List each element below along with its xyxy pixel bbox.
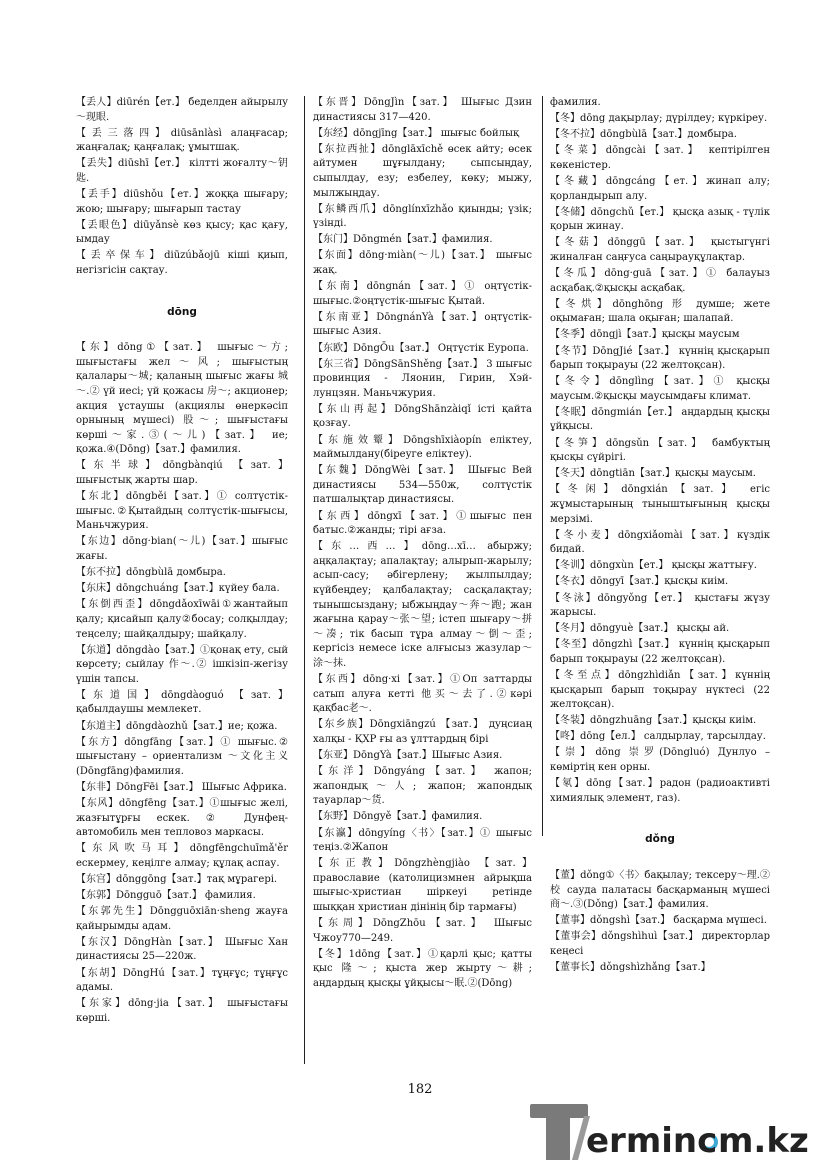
dictionary-entry: 【丢人】diūrén【ет.】 беделден айырылу～现眼. bbox=[76, 97, 288, 123]
dictionary-entry: 【东郭】Dōngguō【зат.】 фамилия. bbox=[76, 890, 256, 902]
dictionary-entry: 【东瀛】dōngyíng〈书〉【зат.】① шығыс теңіз.②Жапон bbox=[313, 827, 532, 854]
dictionary-entry: 【东周】DōngZhōu【зат.】 Шығыс Чжоу770—249. bbox=[313, 918, 532, 944]
dictionary-entry: 【氡】dōng【зат.】радон (радиоактивті химиялық элемент, газ). bbox=[550, 778, 770, 804]
dictionary-entry: 【东风吹马耳】dōngfēngchuīmǎ'ěr ескермеу, кеңілге алмау; құлақ аспау. bbox=[76, 843, 288, 869]
dictionary-entry: 【冬衣】dōngyī【зат.】қысқы киім. bbox=[550, 576, 729, 588]
dictionary-entry: 【冬闲】dōngxián【зат.】 егіс жұмыстарының тыныштығының қысқы мерзімі. bbox=[550, 484, 770, 525]
dictionary-entry: 【东半球】dōngbànqiú 【зат.】 шығыстық жарты шар. bbox=[76, 460, 288, 487]
dictionary-entry: 【东乡族】Dōngxiāngzú 【зат.】 дуңсиаң халқы - ҚХР ғы аз ұлттардың бірі bbox=[313, 719, 532, 745]
dictionary-entry: 【冬训】dōngxùn【ет.】 қысқы жаттығу. bbox=[550, 560, 757, 572]
dictionary-entry: 【东亚】DōngYà【зат.】Шығыс Азия. bbox=[313, 750, 503, 762]
dictionary-entry: 【冬】1dōng【зат.】①қарлі қыс; қатты қыс 隆～; қыста жер жырту～耕; аңдардың қысқы ұйқысы～眠.②(Dōng) bbox=[313, 948, 532, 989]
dictionary-entry: 【冬至点】dōngzhìdiǎn【зат.】күннің қысқарып барып тоқырау нүктесі (22 желтоқсан). bbox=[550, 669, 770, 711]
dictionary-entry: 【东鳞西爪】dōnglínxīzhǎo қиынды; үзік; үзінді. bbox=[313, 203, 532, 230]
section-heading: dōng bbox=[167, 305, 197, 318]
dictionary-entry: 【董事会】dǒngshìhuì【зат.】 директорлар кеңесі bbox=[550, 931, 770, 957]
dictionary-entry: 【东道】dōngdào【зат.】①қонақ ету, сый көрсету; сыйлау 作～.② ішкізіп-жегізу үшін тапсы. bbox=[76, 644, 288, 685]
dictionary-entry: 【东不拉】dōngbùlā домбыра. bbox=[76, 567, 226, 579]
column-1 bbox=[76, 96, 288, 1064]
dictionary-entry: 【东道国】dōngdàoguó 【зат.】 қабылдаушы мемлекет. bbox=[76, 689, 288, 716]
dictionary-entry: 【冬装】dōngzhuāng【зат.】қысқы киім. bbox=[550, 715, 757, 727]
dictionary-entry: 【冬小麦】dōngxiǎomài【зат.】күздік бидай. bbox=[550, 529, 770, 556]
section-heading: dǒng bbox=[645, 833, 675, 846]
dictionary-entry: 【东风】dōngfēng【зат.】①шығыс желі, жазғытұрғы ескек. ② Дунфең-автомобиль мен тепловоз маркасы. bbox=[76, 798, 288, 839]
dictionary-entry: 【冬至】dōngzhì【зат.】 күннің қысқарып барып тоқырауы (22 желтоқсан). bbox=[550, 639, 770, 665]
dictionary-entry: 【东欧】DōngŌu【зат.】 Оңтүстік Еуропа. bbox=[313, 342, 529, 354]
dictionary-entry: 【东面】dōng·miàn(～儿)【зат.】 шығыс жақ. bbox=[313, 250, 532, 277]
dictionary-entry: 【东晋】DōngJìn【зат.】 Шығыс Дзин династиясы 317—420. bbox=[313, 97, 532, 123]
dictionary-entry: 【丢卒保车】diūzúbǎojū кіші қиып, негізгісін сақтау. bbox=[76, 250, 288, 277]
dictionary-entry: 【东西】dōng·xi【зат.】①Оп заттарды сатып алуға кетті 他买～去了.②кәрі қақбас老～. bbox=[313, 674, 532, 715]
dictionary-entry: 【冬笋】dōngsǔn【зат.】 бамбуктың қысқы сүйрігі. bbox=[550, 437, 770, 464]
dictionary-entry: 【东门】Dōngmén【зат.】фамилия. bbox=[313, 234, 493, 246]
dictionary-entry: 【东施效颦】Dōngshīxiàopín еліктеу, маймылдану(біреуге еліктеу). bbox=[313, 434, 532, 461]
dictionary-entry: 【董事长】dǒngshìzhǎng【зат.】 bbox=[550, 961, 711, 973]
dictionary-entry: 【东经】dōngjīng【зат.】 шығыс бойлық bbox=[313, 127, 520, 139]
dictionary-entry: 【东倒西歪】dōngdǎoxīwāi①жантайып қалу; қисайып қалу②босау; солқылдау; теңселу; шайқалдыру; шайқалу. bbox=[76, 599, 288, 640]
dictionary-entry: 【东北】dōngběi【зат.】① солтүстік-шығыс.②Қытайдың солтүстік-шығысы, Маньчжурия. bbox=[76, 491, 288, 532]
dictionary-entry: 【冬菇】dōnggū【зат.】 қыстыгүнгі жиналған саңғуса саңырауқұлақтар. bbox=[550, 237, 770, 263]
dictionary-entry: 【冬菜】dōngcài【зат.】 кептірілген көкеністер. bbox=[550, 145, 770, 171]
termincom-logo bbox=[528, 1102, 818, 1164]
dictionary-entry: 【东道主】dōngdàozhǔ【зат.】ие; қожа. bbox=[76, 720, 278, 732]
dictionary-entry: 【东床】dōngchuáng【зат.】күйеу бала. bbox=[76, 583, 280, 595]
dictionary-entry: 【东胡】DōngHú【зат.】тұңғұс; тұңғұс адамы. bbox=[76, 967, 288, 994]
dictionary-entry: 【东家】dōng·jia【зат.】 шығыстағы көрші. bbox=[76, 998, 288, 1024]
dictionary-entry: 【冬令】dōnglìng【зат.】① қысқы маусым.②қысқы маусымдағы климат. bbox=[550, 376, 770, 402]
dictionary-entry: 【冬藏】dōngcáng【ет.】жинап алу; қорландырып алу. bbox=[550, 175, 770, 202]
dictionary-entry: 【冬泳】dōngyǒng【ет.】 қыстағы жүзу жарысы. bbox=[550, 592, 770, 619]
dictionary-entry: 【东洋】Dōngyáng【зат.】 жапон; жапондық～人; жапон; жапондық тауарлар～货. bbox=[313, 766, 532, 807]
dictionary-entry: 【冬储】dōngchǔ【ет.】 қысқа азық - түлік қорын жинау. bbox=[550, 206, 770, 233]
column-divider bbox=[304, 96, 305, 1064]
dictionary-entry: 【东拉西扯】dōnglāxīchě өсек айту; өсек айтумен шұғылдану; сыпсыңдау, сыпылдау, езу; езбелеу, көку; мыжу, мылжыңдау. bbox=[313, 143, 532, 199]
page-number: 182 bbox=[407, 1082, 433, 1097]
dictionary-entry: 【东郭先生】Dōngguōxiān·sheng жауға қайырымды адам. bbox=[76, 906, 288, 932]
dictionary-entry: 【冬不拉】dōngbùlā【зат.】домбыра. bbox=[550, 129, 737, 141]
dictionary-entry: 【董】dǒng①〈书〉бақылау; тексеру～理.②校 сауда палатасы басқарманың мүшесі商～.③(Dǒng)【зат.】фамилия. bbox=[550, 869, 770, 911]
dictionary-entry: 【东南】dōngnán【зат.】① оңтүстік-шығыс.②оңтүстік-шығыс Қытай. bbox=[313, 281, 532, 307]
dictionary-entry: 【冬】dōng дақырлау; дүрілдеу; күркіреу. bbox=[550, 113, 768, 125]
column-3 bbox=[550, 96, 770, 1064]
dictionary-entry: 【东南亚】DōngnánYà【зат.】оңтүстік-шығыс Азия. bbox=[313, 311, 532, 338]
dictionary-entry: 【冬天】dōngtiān【зат.】қысқы маусым. bbox=[550, 468, 756, 480]
dictionary-entry: 【冬瓜】dōng·guā【зат.】① балауыз асқабақ.②қысқы асқабақ. bbox=[550, 268, 770, 294]
dictionary-entry: 【东魏】DōngWèi【зат.】 Шығыс Вей династиясы 534—550ж, солтүстік патшалықтар династиясы. bbox=[313, 465, 532, 506]
dictionary-entry: фамилия. bbox=[550, 97, 601, 108]
column-2 bbox=[313, 96, 532, 1064]
dictionary-entry: 【东野】Dōngyě【зат.】фамилия. bbox=[313, 811, 483, 823]
dictionary-entry: 【东非】DōngFēi【зат.】 Шығыс Африка. bbox=[76, 781, 287, 793]
dictionary-entry: 【东边】dōng·bian(～儿)【зат.】шығыс жағы. bbox=[76, 536, 288, 563]
svg-text:erminc: erminc bbox=[586, 1121, 718, 1161]
dictionary-entry: 【东三省】DōngSānShěng【зат.】 3 шығыс провинция - Ляонин, Гирин, Хэй-лунцзян. Маньчжурия. bbox=[313, 358, 532, 399]
dictionary-entry: 【冬节】DōngJié【зат.】 күннің қысқарып барып тоқырауы (22 желтоқсан). bbox=[550, 345, 770, 372]
dictionary-entry: 【东西】dōngxī【зат.】①шығыс пен батыс.②жанды; тірі ағза. bbox=[313, 510, 532, 537]
dictionary-entry: 【东汉】DōngHàn【зат.】 Шығыс Хан династиясы 25—220ж. bbox=[76, 936, 288, 963]
dictionary-entry: 【冬烘】dōnghōng 形 думше; жете оқымаған; шала оқыған; шалапай. bbox=[550, 298, 770, 325]
dictionary-entry: 【东】dōng①【зат.】 шығыс～方; шығыстағы жел～风; шығыстың қалалары～城; қаланың шығыс жағы 城～.② үй иесі; үй қожасы 房～; акционер; акция ұстаушы (акциялы өнеркәсіп орнының мүшесі) 股～; шығыстағы көрші～家.③(～儿)【зат.】 ие; қожа.④(Dōng)【зат.】фамилия. bbox=[76, 342, 288, 456]
dictionary-entry: 【东山再起】DōngShānzàiqǐ істі қайта қозғау. bbox=[313, 403, 532, 430]
dictionary-entry: 【咚】dōng【ел.】 салдырлау, тарсылдау. bbox=[550, 731, 766, 743]
dictionary-entry: 【东…西…】dōng…xī… абыржу; аңқалақтау; апалақтау; алырып-жарылу; асып-сасу; әбігерлену; жылпылдау; күйбеңдеу; қалбалақтау; сасқалақтау; тынышсыздану; ыбжыңдау～奔～跑; жан жағына қарау～张～望; істеп шығару～拼～凑; тік басып тұра алмау～倒～歪; кергісіз немесе іске алғысыз жазулар～涂～抹. bbox=[313, 541, 532, 669]
dictionary-entry: 【崇】dōng 崇罗(Dōngluó) Дунлуо – көміртің кен орны. bbox=[550, 747, 770, 774]
dictionary-entry: 【丢手】diūshǒu【ет.】жоққа шығару; жою; шығару; шығарып тастау bbox=[76, 189, 288, 215]
svg-text:m.kz: m.kz bbox=[718, 1121, 809, 1161]
column-divider bbox=[542, 96, 543, 836]
dictionary-entry: 【冬季】dōngjì【зат.】қысқы маусым bbox=[550, 329, 740, 341]
dictionary-entry: 【董事】dǒngshì【зат.】 басқарма мүшесі. bbox=[550, 915, 767, 927]
dictionary-entry: 【丢眼色】diūyǎnsè көз қысу; қас қағу, ымдау bbox=[76, 219, 288, 246]
dictionary-entry: 【丢三落四】diūsānlàsì алаңғасар; жаңғалақ; қаңғалақ; ұмытшақ. bbox=[76, 127, 288, 154]
dictionary-entry: 【东宫】dōnggōng【зат.】тақ мұрагері. bbox=[76, 874, 278, 885]
dictionary-entry: 【冬月】dōngyuè【зат.】 қысқы ай. bbox=[550, 623, 730, 635]
dictionary-entry: 【东正教】Dōngzhèngjiào 【зат.】 православие (католицизмнен айрықша шығыс-христиан шіркеуі ретінде шыққан христиан дінінің бір тармағы) bbox=[313, 858, 532, 913]
dictionary-entry: 【东方】dōngfāng【зат.】① шығыс.② шығыстану – ориентализм ～文化主义(Dōngfāng)фамилия. bbox=[76, 736, 288, 777]
watermark-text: Termincom.kz bbox=[528, 1102, 536, 1103]
dictionary-entry: 【冬眠】dōngmián【ет.】 аңдардың қысқы ұйқысы. bbox=[550, 406, 770, 433]
dictionary-entry: 【丢失】diūshī【ет.】 кілтті жоғалту～钥匙. bbox=[76, 158, 288, 184]
